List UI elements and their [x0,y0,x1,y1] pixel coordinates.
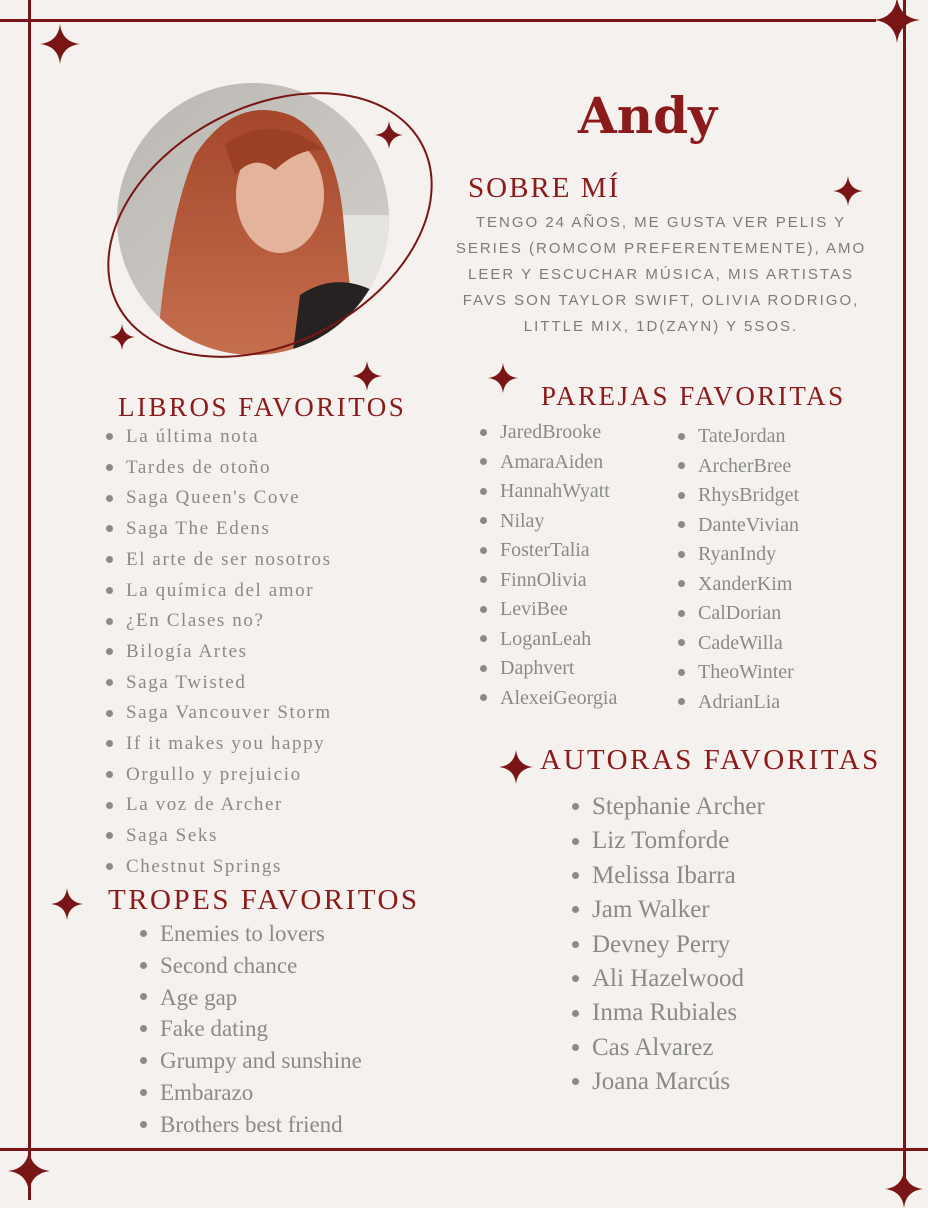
about-heading: SOBRE MÍ [468,172,621,204]
list-item: XanderKim [698,570,799,600]
list-item: Tardes de otoño [126,453,332,484]
list-item: RyanIndy [698,540,799,570]
list-item: Second chance [160,950,362,982]
list-item: Daphvert [500,654,617,684]
list-item: Embarazo [160,1077,362,1109]
list-item: Liz Tomforde [592,824,765,858]
profile-photo [95,75,445,375]
list-item: JaredBrooke [500,418,617,448]
couples-list-left [500,418,617,713]
list-item: Saga Twisted [126,668,332,699]
list-item: AlexeiGeorgia [500,684,617,714]
sparkle-icon [40,24,80,64]
list-item: Fake dating [160,1013,362,1045]
list-item: ¿En Clases no? [126,606,332,637]
list-item: If it makes you happy [126,729,332,760]
list-item: Enemies to lovers [160,918,362,950]
list-item: Saga Vancouver Storm [126,698,332,729]
list-item: El arte de ser nosotros [126,545,332,576]
authors-heading: AUTORAS FAVORITAS [540,744,881,776]
list-item: Saga The Edens [126,514,332,545]
tropes-list [160,918,362,1141]
list-item: Nilay [500,507,617,537]
list-item: Stephanie Archer [592,790,765,824]
list-item: Joana Marcús [592,1065,765,1099]
frame-right-line [903,0,906,1200]
sparkle-icon [499,750,533,784]
sparkle-icon [51,888,83,920]
list-item: Orgullo y prejuicio [126,760,332,791]
authors-list [592,790,765,1100]
about-text: TENGO 24 AÑOS, ME GUSTA VER PELIS Y SERIES (ROMCOM PREFERENTEMENTE), AMO LEER Y ESCUCHAR MÚSICA, MIS ARTISTAS FAVS SON TAYLOR SWIFT, OLIVIA RODRIGO, LITTLE MIX, 1D(ZAYN) Y 5SOS. [455,214,867,335]
sparkle-icon [833,176,863,206]
list-item: Melissa Ibarra [592,859,765,893]
frame-top-line [0,19,876,22]
tropes-heading: TROPES FAVORITOS [108,884,420,916]
couples-list-right [698,422,799,717]
list-item: La química del amor [126,576,332,607]
list-item: Jam Walker [592,893,765,927]
list-item: DanteVivian [698,511,799,541]
books-heading: LIBROS FAVORITOS [118,392,407,422]
list-item: Bilogía Artes [126,637,332,668]
list-item: LoganLeah [500,625,617,655]
list-item: Grumpy and sunshine [160,1045,362,1077]
sparkle-icon [8,1150,50,1192]
frame-bottom-line [0,1148,928,1151]
list-item: CadeWilla [698,629,799,659]
sparkle-icon [885,1170,923,1208]
books-list [126,422,332,883]
list-item: TheoWinter [698,658,799,688]
list-item: ArcherBree [698,452,799,482]
couples-heading: PAREJAS FAVORITAS [541,381,846,411]
list-item: La última nota [126,422,332,453]
list-item: RhysBridget [698,481,799,511]
list-item: CalDorian [698,599,799,629]
list-item: Saga Seks [126,821,332,852]
list-item: Saga Queen's Cove [126,483,332,514]
list-item: Ali Hazelwood [592,962,765,996]
list-item: Cas Alvarez [592,1031,765,1065]
list-item: La voz de Archer [126,790,332,821]
sparkle-icon [488,363,518,393]
list-item: HannahWyatt [500,477,617,507]
list-item: Devney Perry [592,928,765,962]
profile-name: Andy [578,86,718,145]
list-item: AmaraAiden [500,448,617,478]
list-item: Chestnut Springs [126,852,332,883]
list-item: Brothers best friend [160,1109,362,1141]
list-item: AdrianLia [698,688,799,718]
list-item: TateJordan [698,422,799,452]
list-item: FinnOlivia [500,566,617,596]
list-item: Age gap [160,982,362,1014]
list-item: LeviBee [500,595,617,625]
list-item: Inma Rubiales [592,996,765,1030]
list-item: FosterTalia [500,536,617,566]
sparkle-icon [874,0,920,43]
frame-left-line [28,0,31,1200]
